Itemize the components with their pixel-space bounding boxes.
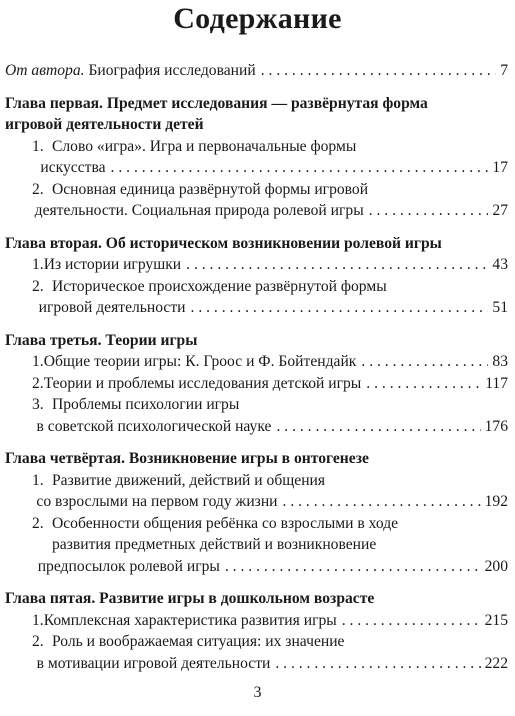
entry-number: 2. [32,374,44,392]
chapter-title: Глава первая. Предмет исследования — развёрнутая форма [5,94,428,112]
toc-entry [5,491,508,513]
entry-text: Из истории игрушки [43,256,182,273]
entry-number: 3. [32,396,44,413]
dot-leader [342,610,481,632]
dot-leader [275,653,480,675]
preface-text: Биография исследований [84,62,256,79]
entry-number: 1. [32,256,44,273]
toc-entry [5,534,508,556]
toc-entry [5,653,508,675]
entry-text: развития предметных действий и возникновение [52,536,377,553]
entry-number: 1. [32,471,44,489]
entry-text: в советской психологической науке [36,417,272,435]
toc-entry [5,610,508,632]
page-number: 117 [485,374,508,392]
toc-entry [5,351,508,373]
entry-text: Развитие движений, действий и общения [52,471,326,489]
entry-number: 2. [32,277,44,295]
chapter-spacer [5,319,508,330]
entry-number: 1. [32,611,44,629]
toc-entry [5,200,508,222]
page-number: 200 [484,557,508,575]
toc-entry [5,416,508,438]
entry-text: Комплексная характеристика развития игры [43,611,337,629]
chapter-title: Глава вторая. Об историческом возникновении ролевой игры [5,234,442,252]
chapter-spacer [5,577,508,588]
toc-entry [5,373,508,395]
toc-entry [5,254,508,276]
dot-leader [111,157,489,179]
entry-text: игровой деятельности [38,299,186,316]
entry-text: Роль и воображаемая ситуация: их значение [52,633,345,650]
toc-entry [5,157,508,179]
entry-text: предпосылок ролевой игры [37,557,220,575]
toc-entry [5,470,508,492]
page-number: 222 [484,654,508,672]
toc-entry [5,179,508,201]
entry-text: Слово «игра». Игра и первоначальные формы [52,137,357,155]
entry-text: Особенности общения ребёнка со взрослыми в ходе [52,514,399,532]
toc-entry [5,631,508,653]
dot-leader [369,200,489,222]
toc-entry [5,297,508,319]
chapter-spacer [5,82,508,93]
entry-text: Общие теории игры: К. Гроос и Ф. Бойтендайк [43,353,357,370]
chapter-spacer [5,437,508,448]
toc-entry-preface [5,60,508,82]
page-number: 51 [492,299,508,316]
table-of-contents [5,60,508,674]
page-number: 192 [484,493,508,510]
toc-entry [5,276,508,298]
dot-leader [186,254,488,276]
dot-leader [191,297,489,319]
dot-leader [283,491,481,513]
entry-number: 1. [32,137,44,155]
page-number: 43 [492,256,508,273]
entry-number: 2. [32,633,44,650]
page-number: 176 [484,417,508,435]
page-number: 83 [492,353,508,370]
entry-text: в мотивации игровой деятельности [36,654,271,672]
page-number: 17 [492,159,508,176]
page-title: Содержание [173,2,342,35]
dot-leader [261,60,496,82]
dot-leader [276,416,480,438]
chapter-title: игровой деятельности детей [5,116,204,133]
entry-text: Основная единица развёрнутой формы игровой [52,180,369,198]
toc-entry [5,136,508,158]
dot-leader [361,351,488,373]
entry-text: искусства [40,159,106,176]
chapter-list [5,82,508,675]
entry-text: Проблемы психологии игры [52,396,240,413]
folio-page-number: 3 [253,684,262,701]
entry-number: 1. [32,353,44,370]
chapter-title: Глава пятая. Развитие игры в дошкольном возрасте [5,590,375,607]
chapter-spacer [5,222,508,233]
entry-text: Теории и проблемы исследования детской игры [43,374,362,392]
toc-entry [5,513,508,535]
entry-number: 2. [32,514,44,532]
chapter-title: Глава четвёртая. Возникновение игры в онтогенезе [5,450,369,467]
entry-text: Историческое происхождение развёрнутой формы [52,277,387,295]
entry-text: со взрослыми на первом году жизни [36,493,278,510]
entry-text: деятельности. Социальная природа ролевой игры [34,202,364,219]
dot-leader [366,373,481,395]
page-number: 215 [484,611,508,629]
page-number: 7 [500,62,508,79]
preface-italic: От автора. [5,62,85,79]
page-number: 27 [492,202,508,219]
dot-leader [225,556,481,578]
entry-number: 2. [32,180,44,198]
toc-entry [5,556,508,578]
toc-entry [5,394,508,416]
chapter-title: Глава третья. Теории игры [5,331,198,349]
